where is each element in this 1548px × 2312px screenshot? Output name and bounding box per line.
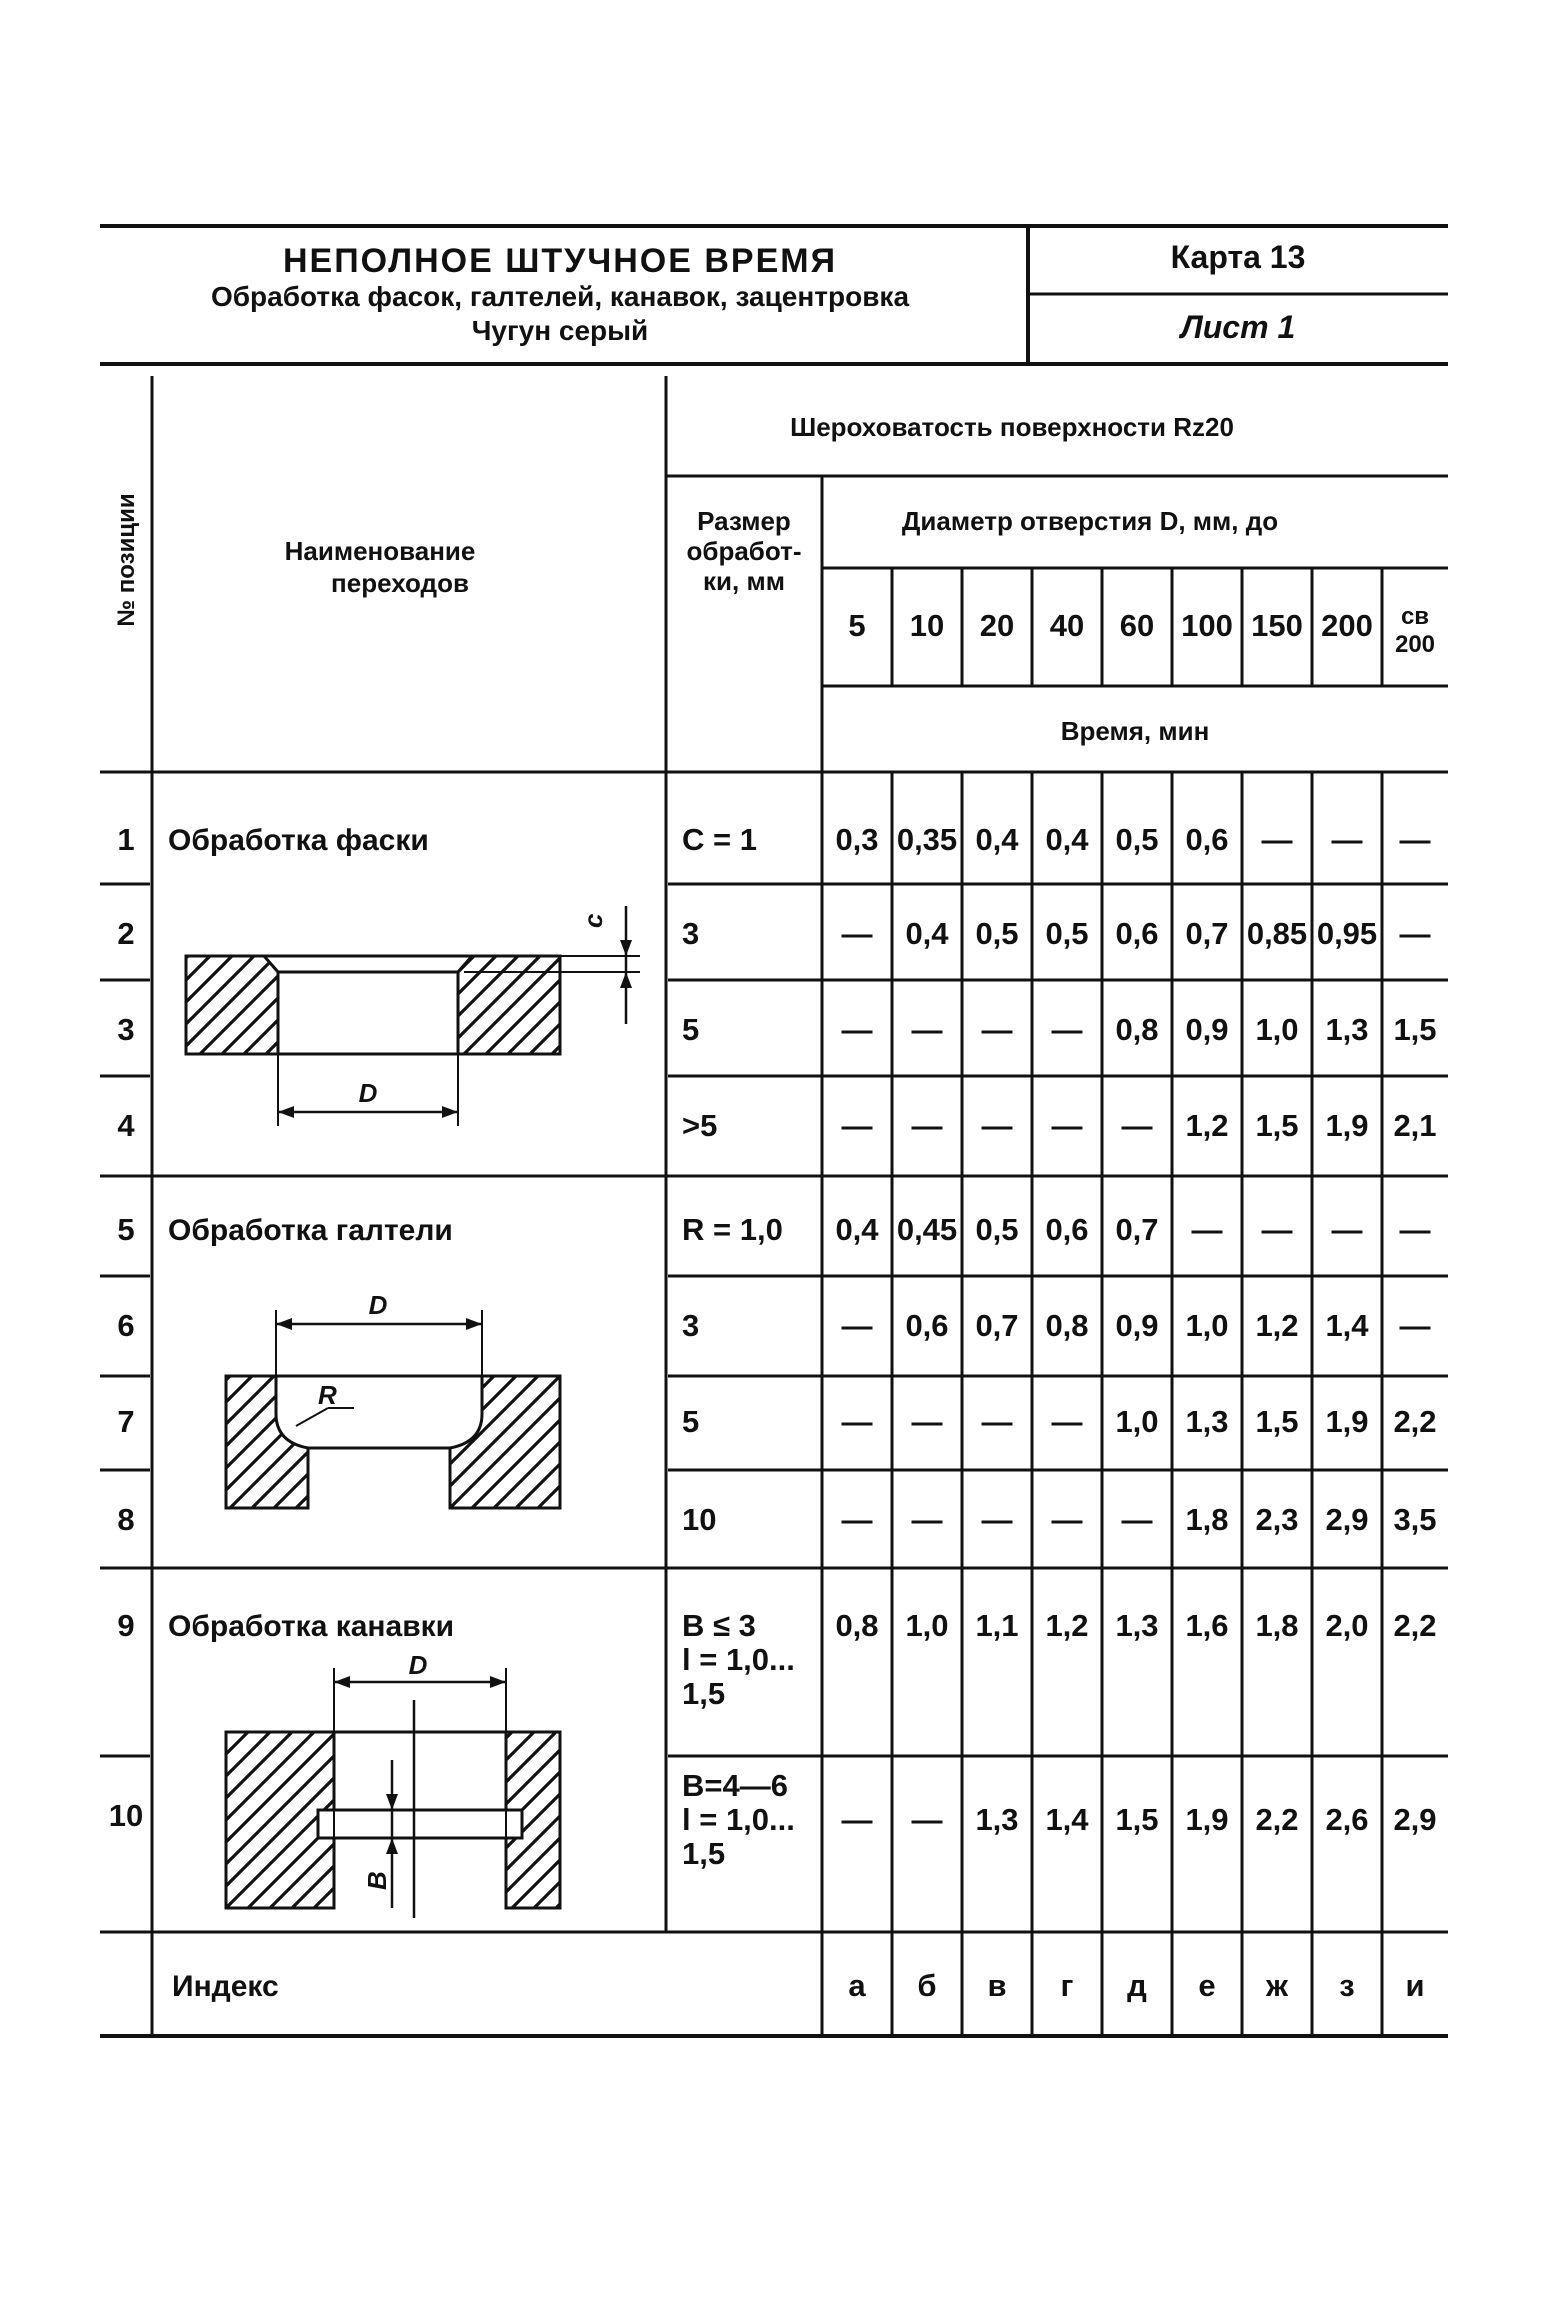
row-size: l = 1,0... — [682, 1802, 795, 1837]
time-value: 1,0 — [905, 1608, 949, 1643]
time-value: — — [1261, 1212, 1293, 1247]
group-name-chamfer: Обработка фаски — [168, 824, 429, 857]
diameter-header-cell: 150 — [1251, 608, 1303, 643]
diameter-header: Диаметр отверстия D, мм, до — [901, 506, 1279, 536]
chamfer-d-label: D — [358, 1078, 378, 1108]
time-value: — — [1191, 1212, 1223, 1247]
time-value: 0,7 — [1185, 916, 1229, 951]
time-value: 0,45 — [896, 1212, 958, 1247]
time-value: 0,5 — [1045, 916, 1089, 951]
groove-b-label: B — [362, 1871, 392, 1890]
diameter-header-cell: 100 — [1181, 608, 1233, 643]
time-value: 2,2 — [1393, 1404, 1437, 1439]
time-value: 1,8 — [1185, 1502, 1229, 1537]
time-value: — — [1051, 1108, 1083, 1143]
time-value: — — [981, 1012, 1013, 1047]
sheet-number: Лист 1 — [1180, 309, 1296, 345]
time-value: 0,5 — [975, 1212, 1019, 1247]
row-size: l = 1,0... — [682, 1642, 795, 1677]
index-label: Индекс — [172, 1970, 279, 2003]
row-size: 1,5 — [682, 1676, 726, 1711]
time-value: — — [981, 1502, 1013, 1537]
time-value: 1,5 — [1255, 1404, 1299, 1439]
time-value: — — [1051, 1012, 1083, 1047]
table-row — [117, 1308, 1430, 1343]
time-value: 1,2 — [1045, 1608, 1089, 1643]
time-value: — — [841, 1308, 873, 1343]
time-value: — — [911, 1012, 943, 1047]
row-position: 4 — [117, 1108, 135, 1143]
time-value: 1,2 — [1185, 1108, 1229, 1143]
time-value: — — [1121, 1502, 1153, 1537]
index-letter: ж — [1266, 1968, 1288, 2003]
time-value: — — [841, 1108, 873, 1143]
time-value: 0,5 — [975, 916, 1019, 951]
time-value: 0,7 — [1115, 1212, 1159, 1247]
time-value: — — [1331, 822, 1363, 857]
time-value: 0,95 — [1316, 916, 1378, 951]
row-position: 3 — [117, 1012, 135, 1047]
fillet-sketch — [226, 1290, 560, 1508]
row-size: 5 — [682, 1404, 700, 1439]
time-value: 1,4 — [1045, 1802, 1089, 1837]
time-value: 0,4 — [905, 916, 949, 951]
time-value: 1,5 — [1255, 1108, 1299, 1143]
time-value: 0,6 — [1185, 822, 1229, 857]
group-name-fillet: Обработка галтели — [168, 1214, 453, 1247]
time-value: 1,6 — [1185, 1608, 1229, 1643]
time-value: 0,3 — [835, 822, 879, 857]
time-value: 1,0 — [1115, 1404, 1159, 1439]
index-letters — [848, 1968, 1424, 2003]
row-position: 8 — [117, 1502, 135, 1537]
row-position: 1 — [117, 822, 135, 857]
row-size: 3 — [682, 916, 700, 951]
index-letter: и — [1405, 1968, 1425, 2003]
size-column-header-line3: ки, мм — [703, 566, 785, 596]
time-value: 1,2 — [1255, 1308, 1299, 1343]
time-value: 0,8 — [1045, 1308, 1089, 1343]
size-column-header-line1: Размер — [697, 506, 791, 536]
index-letter: б — [917, 1968, 937, 2003]
time-value: — — [1051, 1502, 1083, 1537]
roughness-header: Шероховатость поверхности Rz20 — [790, 412, 1234, 442]
name-column-header-line1: Наименование — [284, 536, 476, 566]
index-row — [172, 1968, 1425, 2003]
row-size: >5 — [682, 1108, 718, 1143]
time-value: 0,5 — [1115, 822, 1159, 857]
table-row — [117, 1012, 1436, 1047]
time-value: 1,0 — [1255, 1012, 1299, 1047]
time-value: 2,9 — [1325, 1502, 1369, 1537]
time-value: 1,3 — [1115, 1608, 1159, 1643]
time-value: — — [1399, 916, 1431, 951]
time-value: 1,3 — [1325, 1012, 1369, 1047]
time-value: 0,6 — [905, 1308, 949, 1343]
card-header — [100, 226, 1448, 364]
diameter-header-cell: 200 — [1394, 631, 1436, 658]
header-title: НЕПОЛНОЕ ШТУЧНОЕ ВРЕМЯ — [282, 242, 838, 280]
diameter-header-cell: 40 — [1049, 608, 1085, 643]
time-value: 1,3 — [975, 1802, 1019, 1837]
index-letter: д — [1127, 1968, 1147, 2003]
time-value: 1,5 — [1393, 1012, 1437, 1047]
time-value: 1,3 — [1185, 1404, 1229, 1439]
time-value: 0,6 — [1115, 916, 1159, 951]
time-value: 2,0 — [1325, 1608, 1369, 1643]
time-value: — — [841, 916, 873, 951]
time-header: Время, мин — [1060, 716, 1210, 746]
time-value: 0,4 — [975, 822, 1019, 857]
fillet-r-label: R — [318, 1380, 337, 1410]
time-value: — — [911, 1502, 943, 1537]
row-size: 5 — [682, 1012, 700, 1047]
time-value: — — [1051, 1404, 1083, 1439]
time-value: — — [841, 1404, 873, 1439]
card-number: Карта 13 — [1170, 239, 1306, 275]
time-value: 0,8 — [835, 1608, 879, 1643]
time-value: 1,8 — [1255, 1608, 1299, 1643]
row-size: R = 1,0 — [682, 1212, 783, 1247]
header-material: Чугун серый — [471, 315, 649, 346]
chamfer-c-label: c — [578, 913, 608, 928]
row-position: 9 — [117, 1608, 135, 1643]
time-value: 0,4 — [1045, 822, 1089, 857]
time-value: — — [981, 1404, 1013, 1439]
diameter-header-cell: 5 — [848, 608, 866, 643]
row-position: 2 — [117, 916, 135, 951]
time-value: 2,2 — [1393, 1608, 1437, 1643]
row-position: 7 — [117, 1404, 135, 1439]
header-subtitle: Обработка фасок, галтелей, канавок, зацентровка — [210, 281, 910, 312]
time-value: 0,7 — [975, 1308, 1019, 1343]
time-value: 2,1 — [1393, 1108, 1437, 1143]
time-value: — — [1121, 1108, 1153, 1143]
position-column-header: № позиции — [113, 493, 140, 627]
groove-d-label: D — [408, 1650, 428, 1680]
table-row — [117, 1404, 1436, 1439]
time-value: 0,9 — [1185, 1012, 1229, 1047]
time-value: — — [841, 1802, 873, 1837]
time-value: 2,6 — [1325, 1802, 1369, 1837]
time-value: 2,2 — [1255, 1802, 1299, 1837]
row-size: C = 1 — [682, 822, 757, 857]
diameter-header-cell: 200 — [1321, 608, 1373, 643]
time-value: — — [911, 1802, 943, 1837]
time-value: 0,6 — [1045, 1212, 1089, 1247]
row-size: B=4—6 — [682, 1768, 788, 1803]
time-value: 0,9 — [1115, 1308, 1159, 1343]
time-value: 1,9 — [1185, 1802, 1229, 1837]
index-letter: а — [848, 1968, 866, 2003]
size-column-header-line2: обработ- — [686, 536, 802, 566]
index-letter: з — [1339, 1968, 1355, 2003]
time-value: — — [1399, 822, 1431, 857]
time-value: 1,5 — [1115, 1802, 1159, 1837]
group-name-groove: Обработка канавки — [168, 1610, 455, 1643]
operation-names — [168, 824, 454, 1643]
table-row — [117, 1502, 1436, 1537]
row-size: B ≤ 3 — [682, 1608, 756, 1643]
row-size: 10 — [682, 1502, 717, 1537]
table-row — [117, 916, 1430, 951]
time-value: — — [981, 1108, 1013, 1143]
groove-sketch — [226, 1650, 560, 1918]
diameter-header-cell: 60 — [1119, 608, 1155, 643]
diameter-header-cell: св — [1400, 603, 1430, 630]
diameter-header-cell: 20 — [979, 608, 1015, 643]
time-value: 0,85 — [1246, 916, 1308, 951]
time-value: 0,4 — [835, 1212, 879, 1247]
time-value: — — [841, 1502, 873, 1537]
time-value: 0,8 — [1115, 1012, 1159, 1047]
time-value: — — [911, 1108, 943, 1143]
chamfer-sketch — [186, 906, 640, 1126]
time-value: — — [841, 1012, 873, 1047]
index-letter: е — [1198, 1968, 1216, 2003]
time-value: 3,5 — [1393, 1502, 1437, 1537]
index-letter: в — [987, 1968, 1007, 2003]
row-position: 6 — [117, 1308, 135, 1343]
row-position: 10 — [108, 1798, 144, 1833]
time-value: 1,9 — [1325, 1404, 1369, 1439]
time-value: 1,0 — [1185, 1308, 1229, 1343]
time-value: 2,9 — [1393, 1802, 1437, 1837]
diameter-header-cell: 10 — [909, 608, 945, 643]
time-value: 1,1 — [975, 1608, 1019, 1643]
time-value: — — [1399, 1308, 1431, 1343]
diameter-values-header — [848, 603, 1435, 658]
time-value: 1,9 — [1325, 1108, 1369, 1143]
column-headers — [113, 412, 1435, 746]
fillet-d-label: D — [368, 1290, 388, 1320]
time-value: 0,35 — [896, 822, 958, 857]
time-value: — — [911, 1404, 943, 1439]
row-size: 1,5 — [682, 1836, 726, 1871]
time-value: 1,4 — [1325, 1308, 1369, 1343]
index-letter: г — [1060, 1968, 1074, 2003]
name-column-header-line2: переходов — [331, 568, 469, 598]
time-value: — — [1261, 822, 1293, 857]
row-position: 5 — [117, 1212, 135, 1247]
time-value: — — [1399, 1212, 1431, 1247]
row-size: 3 — [682, 1308, 700, 1343]
time-value: — — [1331, 1212, 1363, 1247]
time-value: 2,3 — [1255, 1502, 1299, 1537]
